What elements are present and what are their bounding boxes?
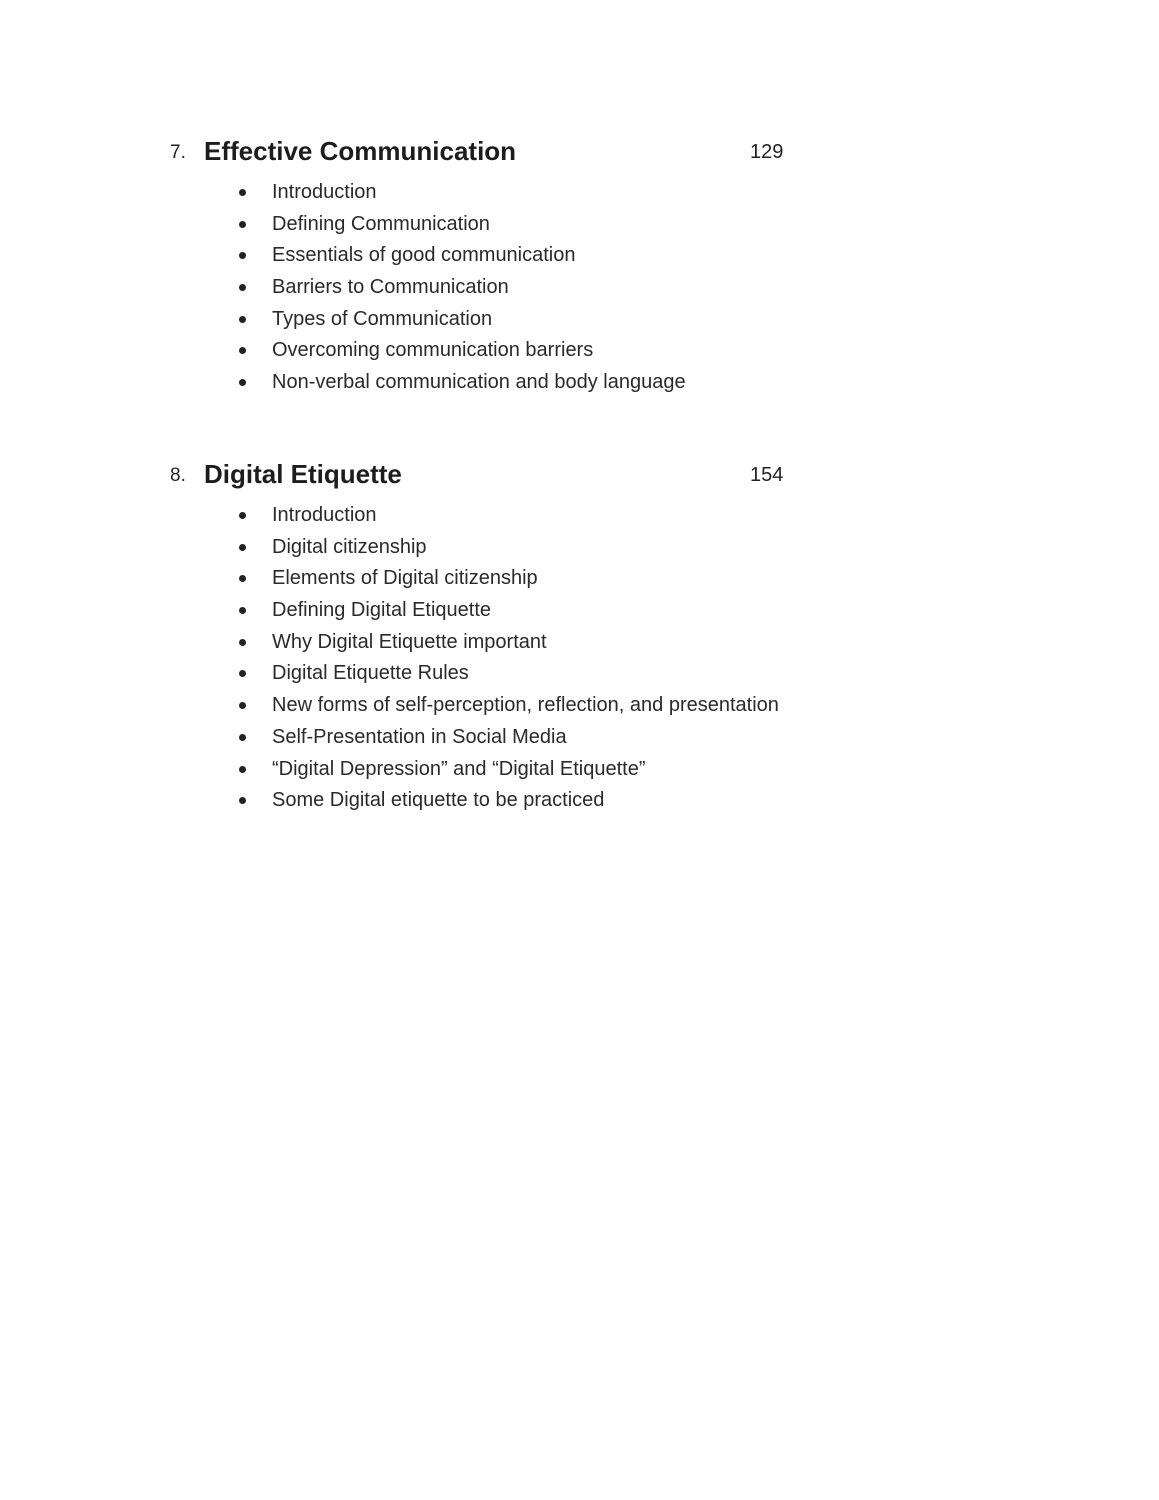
topic-text: Elements of Digital citizenship	[272, 567, 538, 590]
topic-text: Digital Etiquette Rules	[272, 662, 469, 685]
bullet-icon	[239, 639, 246, 646]
topic-text: Some Digital etiquette to be practiced	[272, 789, 605, 812]
topic-text: “Digital Depression” and “Digital Etiquette”	[272, 757, 646, 780]
bullet-icon	[239, 607, 246, 614]
topic-text: Barriers to Communication	[272, 276, 509, 299]
chapter-7-section	[0, 136, 1159, 394]
bullet-icon	[239, 797, 246, 804]
topic-text: Defining Digital Etiquette	[272, 599, 492, 622]
chapter-page-number: 154	[750, 464, 784, 486]
bullet-icon	[239, 284, 246, 291]
topic-text: Types of Communication	[272, 307, 493, 330]
chapter-heading	[0, 136, 1159, 170]
topic-text: Digital citizenship	[272, 535, 427, 558]
bullet-icon	[239, 766, 246, 773]
topic-text: Introduction	[272, 504, 377, 526]
bullet-icon	[239, 347, 246, 354]
topic-text: Overcoming communication barriers	[272, 339, 594, 362]
bullet-icon	[239, 734, 246, 741]
topic-text: Self-Presentation in Social Media	[272, 725, 567, 748]
bullet-icon	[239, 379, 246, 386]
bullet-icon	[239, 189, 246, 196]
chapter-8-section	[0, 459, 1159, 812]
topic-text: Introduction	[272, 181, 377, 203]
chapter-number: 8.	[170, 465, 186, 486]
bullet-icon	[239, 544, 246, 551]
topic-text: Why Digital Etiquette important	[272, 630, 547, 653]
chapter-heading	[0, 459, 1159, 493]
bullet-icon	[239, 316, 246, 323]
topic-text: Defining Communication	[272, 212, 490, 235]
topic-text: Non-verbal communication and body language	[272, 371, 686, 394]
bullet-icon	[239, 575, 246, 582]
chapter-number: 7.	[170, 142, 186, 163]
bullet-icon	[239, 702, 246, 709]
bullet-icon	[239, 221, 246, 228]
chapter-title: Digital Etiquette	[204, 459, 402, 489]
bullet-icon	[239, 670, 246, 677]
bullet-icon	[239, 252, 246, 259]
topic-text: New forms of self-perception, reflection, and presentation	[272, 694, 779, 717]
topic-text: Essentials of good communication	[272, 244, 576, 267]
bullet-icon	[239, 512, 246, 519]
chapter-title: Effective Communication	[204, 136, 517, 166]
chapter-page-number: 129	[750, 141, 784, 163]
